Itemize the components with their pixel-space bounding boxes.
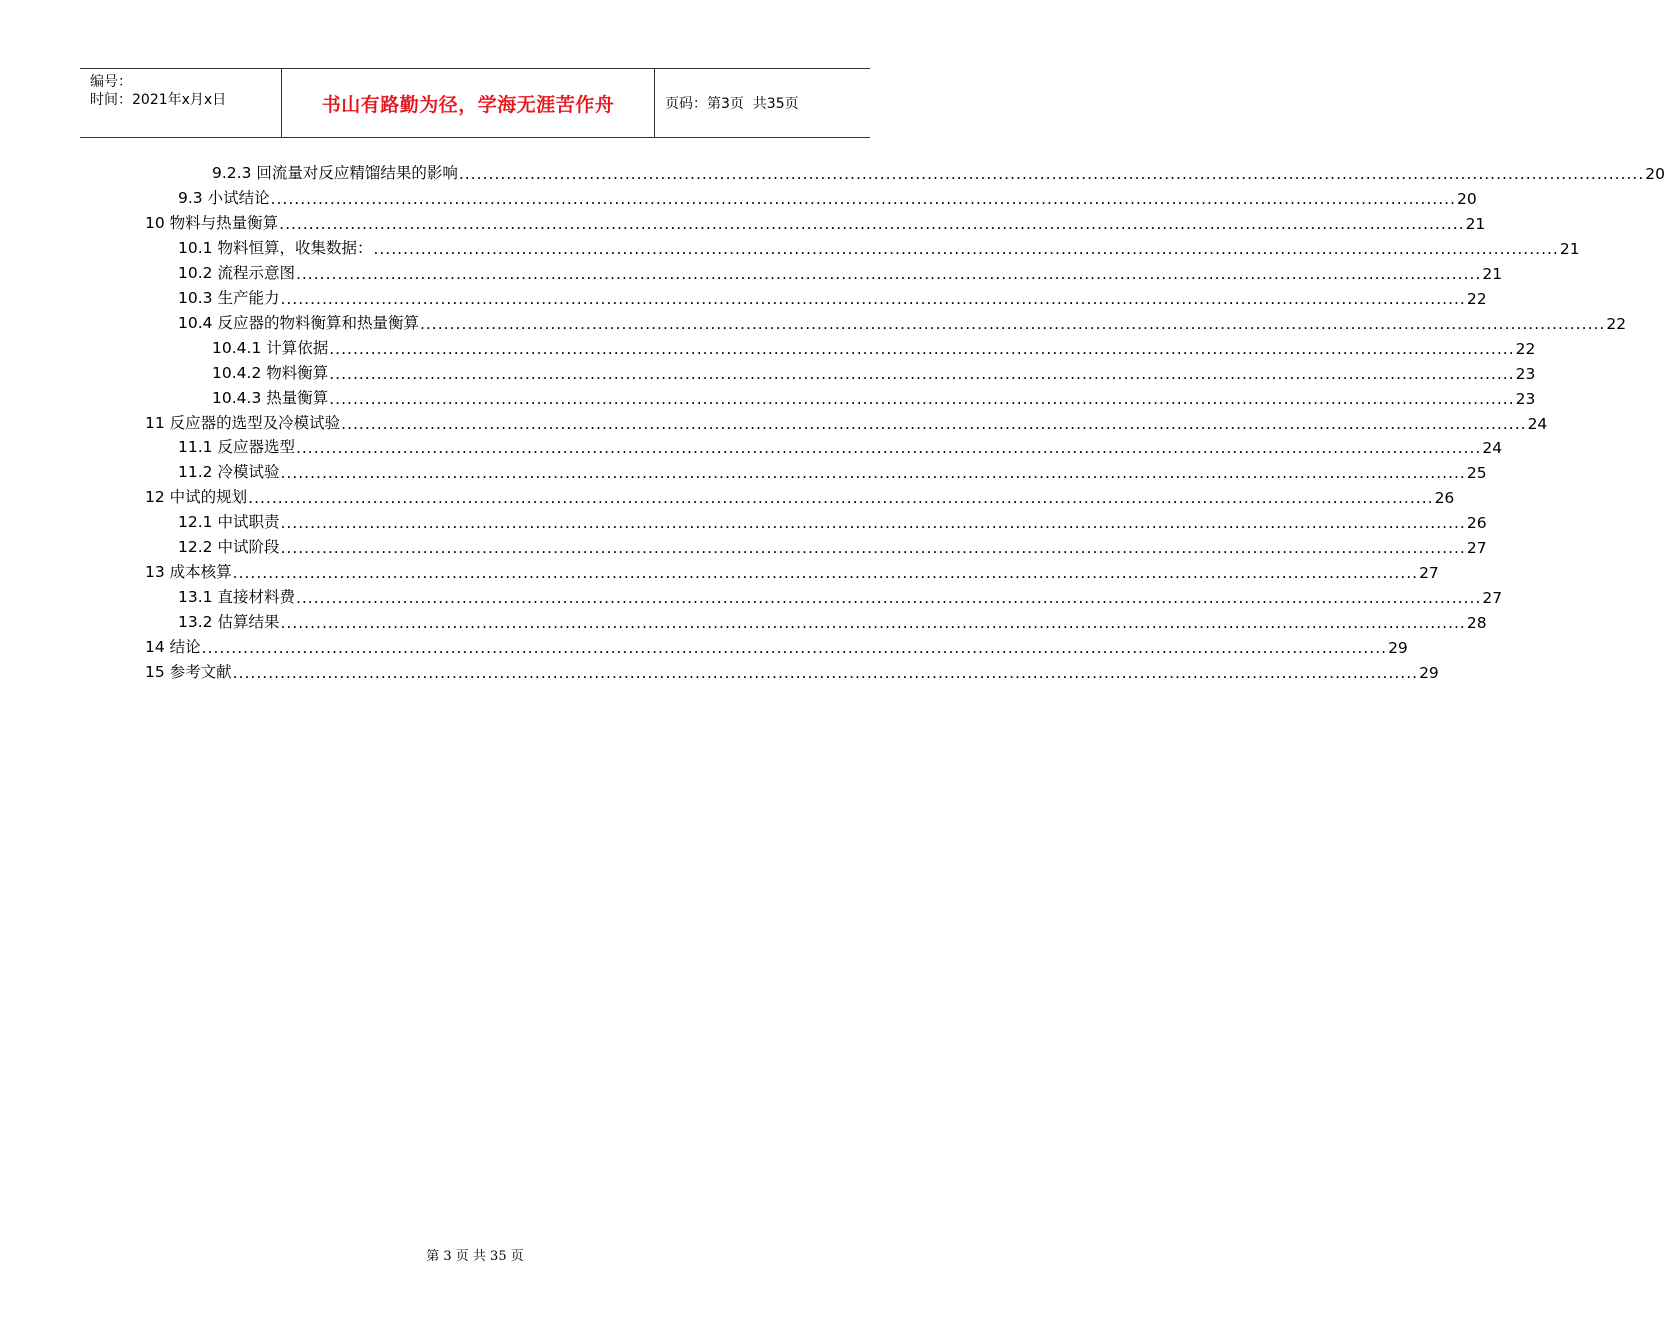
header-page-info-text: 页码：第3页 共35页	[665, 96, 799, 112]
toc-leader-dots: ........................................................................................................................................................................................................	[295, 589, 1482, 608]
toc-leader-dots: ........................................................................................................................................................................................................	[280, 464, 1466, 483]
toc-entry[interactable]	[178, 532, 1487, 558]
toc-entry-page: 21	[1465, 214, 1486, 233]
toc-leader-dots: ........................................................................................................................................................................................................	[295, 439, 1482, 458]
toc-entry-page: 28	[1466, 614, 1487, 633]
toc-leader-dots: ........................................................................................................................................................................................................	[280, 289, 1466, 308]
page-header	[80, 68, 870, 138]
toc-leader-dots: ........................................................................................................................................................................................................	[232, 664, 1419, 682]
toc-entry-page: 29	[1419, 664, 1439, 682]
toc-entry-label: 10.4.1 计算依据	[212, 338, 329, 357]
toc-entry-label: 11.1 反应器选型	[178, 438, 295, 457]
toc-entry-label: 11 反应器的选型及冷模试验	[145, 413, 341, 432]
toc-entry[interactable]	[178, 258, 1503, 283]
toc-entry-page: 24	[1482, 439, 1503, 458]
toc-entry-page: 21	[1559, 239, 1580, 258]
toc-entry-page: 26	[1466, 514, 1487, 533]
toc-entry-label: 10.4.2 物料衡算	[212, 363, 329, 382]
header-meta	[80, 69, 282, 137]
toc-entry[interactable]	[178, 233, 1580, 258]
toc-entry-page: 23	[1515, 389, 1536, 408]
document-number-label: 编号：	[90, 74, 132, 90]
toc-entry-page: 22	[1606, 314, 1627, 333]
toc-leader-dots: ........................................................................................................................................................................................................	[329, 364, 1515, 383]
toc-entry[interactable]	[145, 482, 1455, 508]
toc-entry-page: 22	[1515, 339, 1536, 358]
toc-entry-label: 10.2 流程示意图	[178, 263, 295, 282]
toc-entry[interactable]	[178, 582, 1503, 608]
toc-entry-label: 10.1 物料恒算，收集数据：	[178, 238, 373, 257]
toc-entry-label: 12.2 中试阶段	[178, 538, 280, 557]
toc-entry-page: 23	[1515, 364, 1536, 383]
toc-entry[interactable]	[178, 308, 1627, 333]
toc-entry-label: 10.3 生产能力	[178, 288, 280, 307]
toc-entry[interactable]	[178, 457, 1487, 483]
toc-entry-page: 26	[1434, 489, 1455, 508]
toc-entry-page: 27	[1482, 589, 1503, 608]
toc-entry-page: 20	[1456, 189, 1477, 208]
toc-entry-label: 9.3 小试结论	[178, 188, 270, 207]
document-time-label: 时间：2021年x月x日	[90, 92, 227, 108]
toc-leader-dots: ........................................................................................................................................................................................................	[279, 214, 1465, 233]
toc-entry-label: 13.1 直接材料费	[178, 588, 295, 607]
toc-leader-dots: ........................................................................................................................................................................................................	[373, 239, 1559, 258]
toc-leader-dots: ........................................................................................................................................................................................................	[280, 514, 1466, 533]
toc-leader-dots: ........................................................................................................................................................................................................	[201, 639, 1388, 658]
toc-entry-page: 24	[1527, 414, 1548, 433]
toc-entry-label: 10.4 反应器的物料衡算和热量衡算	[178, 313, 419, 332]
toc-entry-page: 27	[1466, 539, 1487, 558]
toc-entry-label: 10 物料与热量衡算	[145, 213, 279, 232]
toc-leader-dots: ........................................................................................................................................................................................................	[329, 389, 1515, 408]
toc-entry-label: 14 结论	[145, 638, 201, 657]
toc-entry[interactable]	[178, 432, 1503, 458]
toc-leader-dots: ........................................................................................................................................................................................................	[295, 264, 1482, 283]
toc-entry[interactable]	[145, 632, 1408, 658]
toc-entry-label: 11.2 冷模试验	[178, 463, 280, 482]
toc-entry-page: 21	[1482, 264, 1503, 283]
toc-entry-label: 12 中试的规划	[145, 488, 248, 507]
toc-entry[interactable]	[212, 158, 1665, 183]
page-footer	[0, 1245, 950, 1264]
toc-entry[interactable]	[178, 283, 1487, 308]
toc-entry[interactable]	[145, 657, 1439, 682]
toc-entry[interactable]	[178, 183, 1477, 208]
toc-entry[interactable]	[145, 408, 1548, 433]
toc-entry-label: 10.4.3 热量衡算	[212, 388, 329, 407]
toc-entry-page: 29	[1388, 639, 1408, 658]
toc-entry-page: 22	[1466, 289, 1487, 308]
toc-entry-page: 20	[1645, 165, 1665, 183]
toc-entry-label: 13 成本核算	[145, 563, 232, 582]
toc-entry[interactable]	[212, 333, 1536, 358]
toc-entry[interactable]	[212, 383, 1536, 408]
toc-leader-dots: ........................................................................................................................................................................................................	[341, 414, 1527, 433]
toc-entry-label: 9.2.3 回流量对反应精馏结果的影响	[212, 164, 458, 182]
toc-entry[interactable]	[178, 607, 1487, 633]
toc-leader-dots: ........................................................................................................................................................................................................	[232, 564, 1419, 583]
toc-entry[interactable]	[145, 208, 1486, 233]
toc-leader-dots: ........................................................................................................................................................................................................	[419, 314, 1606, 333]
toc-leader-dots: ........................................................................................................................................................................................................	[280, 614, 1466, 633]
toc-entry-page: 25	[1466, 464, 1487, 483]
footer-page-number: 第 3 页 共 35 页	[426, 1249, 524, 1264]
toc-entry[interactable]	[178, 507, 1487, 533]
toc-entry-label: 13.2 估算结果	[178, 613, 280, 632]
toc-entry[interactable]	[145, 557, 1439, 583]
header-page-info	[655, 69, 870, 137]
toc-leader-dots: ........................................................................................................................................................................................................	[248, 489, 1434, 508]
toc-entry-label: 15 参考文献	[145, 663, 232, 681]
toc-entry[interactable]	[212, 358, 1536, 383]
toc-leader-dots: ........................................................................................................................................................................................................	[458, 165, 1645, 183]
toc-entry-page: 27	[1419, 564, 1439, 583]
toc-leader-dots: ........................................................................................................................................................................................................	[329, 339, 1515, 358]
toc-leader-dots: ........................................................................................................................................................................................................	[280, 539, 1466, 558]
toc-entry-label: 12.1 中试职责	[178, 513, 280, 532]
header-motto: 书山有路勤为径，学海无涯苦作舟	[282, 69, 655, 137]
toc-leader-dots: ........................................................................................................................................................................................................	[270, 189, 1456, 208]
